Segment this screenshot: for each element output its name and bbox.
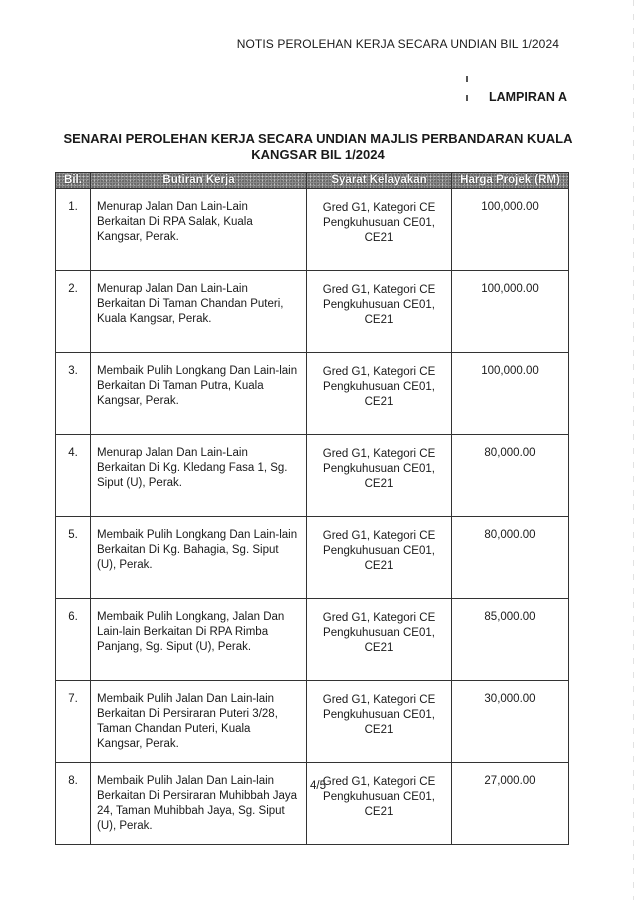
table-row (56, 517, 569, 599)
row-number: 2. (56, 271, 91, 353)
table-row (56, 763, 569, 845)
table-row (56, 353, 569, 435)
work-description: Membaik Pulih Jalan Dan Lain-lain Berkaitan Di Persiraran Puteri 3/28, Taman Chandan Puteri, Kuala Kangsar, Perak. (91, 681, 307, 763)
table-row (56, 271, 569, 353)
table-row (56, 681, 569, 763)
qualification: Gred G1, Kategori CE Pengkuhusuan CE01, CE21 (307, 353, 452, 435)
row-number: 6. (56, 599, 91, 681)
project-price: 100,000.00 (452, 189, 569, 271)
table-header-row (56, 173, 569, 189)
scan-tick-mark (466, 76, 468, 82)
work-description: Menurap Jalan Dan Lain-Lain Berkaitan Di Taman Chandan Puteri, Kuala Kangsar, Perak. (91, 271, 307, 353)
header-no: Bil. (56, 173, 91, 189)
row-number: 7. (56, 681, 91, 763)
project-price: 30,000.00 (452, 681, 569, 763)
row-number: 4. (56, 435, 91, 517)
project-price: 80,000.00 (452, 517, 569, 599)
page-number: 4/5 (310, 780, 326, 792)
work-description: Membaik Pulih Jalan Dan Lain-lain Berkaitan Di Persiraran Muhibbah Jaya 24, Taman Muhibbah Jaya, Sg. Siput (U), Perak. (91, 763, 307, 845)
qualification: Gred G1, Kategori CE Pengkuhusuan CE01, CE21 (307, 517, 452, 599)
scan-edge-mark (633, 0, 634, 900)
work-description: Membaik Pulih Longkang Dan Lain-lain Berkaitan Di Taman Putra, Kuala Kangsar, Perak. (91, 353, 307, 435)
attachment-label: LAMPIRAN A (488, 90, 567, 104)
notice-title: NOTIS PEROLEHAN KERJA SECARA UNDIAN BIL 1/2024 (236, 37, 559, 51)
row-number: 8. (56, 763, 91, 845)
work-description: Menurap Jalan Dan Lain-Lain Berkaitan Di RPA Salak, Kuala Kangsar, Perak. (91, 189, 307, 271)
qualification: Gred G1, Kategori CE Pengkuhusuan CE01, CE21 (307, 763, 452, 845)
project-price: 100,000.00 (452, 271, 569, 353)
document-title: SENARAI PEROLEHAN KERJA SECARA UNDIAN MAJLIS PERBANDARAN KUALA KANGSAR BIL 1/2024 (63, 131, 573, 162)
table-row (56, 435, 569, 517)
row-number: 3. (56, 353, 91, 435)
scan-tick-mark (466, 95, 468, 101)
row-number: 5. (56, 517, 91, 599)
project-price: 80,000.00 (452, 435, 569, 517)
work-description: Membaik Pulih Longkang Dan Lain-lain Berkaitan Di Kg. Bahagia, Sg. Siput (U), Perak. (91, 517, 307, 599)
header-item: Butiran Kerja (91, 173, 307, 189)
header-price: Harga Projek (RM) (452, 173, 569, 189)
qualification: Gred G1, Kategori CE Pengkuhusuan CE01, CE21 (307, 681, 452, 763)
work-description: Menurap Jalan Dan Lain-Lain Berkaitan Di Kg. Kledang Fasa 1, Sg. Siput (U), Perak. (91, 435, 307, 517)
works-table (55, 172, 569, 845)
table-row (56, 189, 569, 271)
header-qualification: Syarat Kelayakan (307, 173, 452, 189)
qualification: Gred G1, Kategori CE Pengkuhusuan CE01, CE21 (307, 599, 452, 681)
qualification: Gred G1, Kategori CE Pengkuhusuan CE01, CE21 (307, 271, 452, 353)
project-price: 85,000.00 (452, 599, 569, 681)
project-price: 100,000.00 (452, 353, 569, 435)
qualification: Gred G1, Kategori CE Pengkuhusuan CE01, CE21 (307, 189, 452, 271)
qualification: Gred G1, Kategori CE Pengkuhusuan CE01, CE21 (307, 435, 452, 517)
table-row (56, 599, 569, 681)
project-price: 27,000.00 (452, 763, 569, 845)
work-description: Membaik Pulih Longkang, Jalan Dan Lain-lain Berkaitan Di RPA Rimba Panjang, Sg. Siput (U), Perak. (91, 599, 307, 681)
row-number: 1. (56, 189, 91, 271)
